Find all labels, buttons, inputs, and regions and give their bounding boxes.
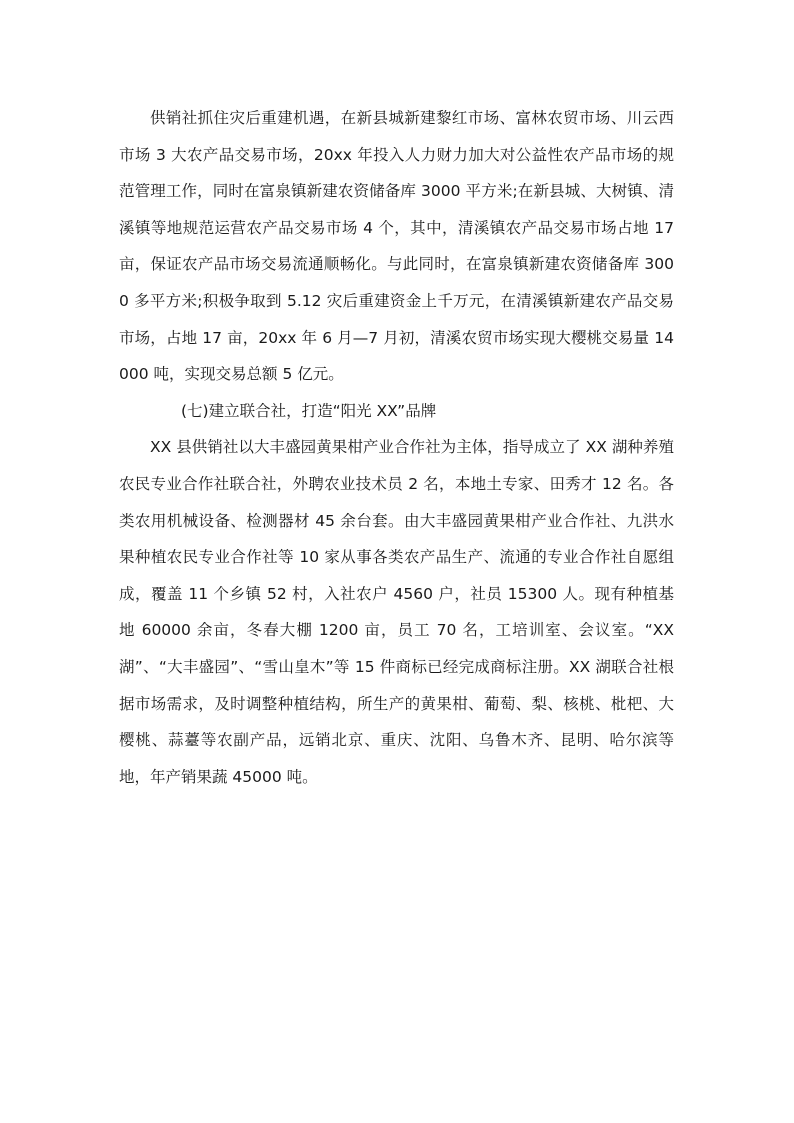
section-heading-cooperative: (七)建立联合社，打造“阳光 XX”品牌: [181, 401, 437, 420]
document-body: [119, 100, 674, 795]
paragraph-market-construction: 供销社抓住灾后重建机遇，在新县城新建黎红市场、富林农贸市场、川云西市场 3 大农产品交易市场，20xx 年投入人力财力加大对公益性农产品市场的规范管理工作，同时在富泉镇新建农资储备库 3000 平方米;在新县城、大树镇、清溪镇等地规范运营农产品交易市场 4 个，其中，清溪镇农产品交易市场占地 17 亩，保证农产品市场交易流通顺畅化。与此同时，在富泉镇新建农资储备库 3000 多平方米;积极争取到 5.12 灾后重建资金上千万元，在清溪镇新建农产品交易市场，占地 17 亩，20xx 年 6 月—7 月初，清溪农贸市场实现大樱桃交易量 14000 吨，实现交易总额 5 亿元。: [119, 109, 674, 384]
paragraph-cooperative-union: XX 县供销社以大丰盛园黄果柑产业合作社为主体，指导成立了 XX 湖种养殖农民专业合作社联合社，外聘农业技术员 2 名，本地土专家、田秀才 12 名。各类农用机械设备、检测器材 45 余台套。由大丰盛园黄果柑产业合作社、九洪水果种植农民专业合作社等 10 家从事各类农产品生产、流通的专业合作社自愿组成，覆盖 11 个乡镇 52 村，入社农户 4560 户，社员 15300 人。现有种植基地 60000 余亩，冬春大棚 1200 亩，员工 70 名，工培训室、会议室。“XX 湖”、“大丰盛园”、“雪山皇木”等 15 件商标已经完成商标注册。XX 湖联合社根据市场需求，及时调整种植结构，所生产的黄果柑、葡萄、梨、核桃、枇杷、大樱桃、蒜薹等农副产品，远销北京、重庆、沈阳、乌鲁木齐、昆明、哈尔滨等地，年产销果蔬 45000 吨。: [119, 438, 674, 786]
